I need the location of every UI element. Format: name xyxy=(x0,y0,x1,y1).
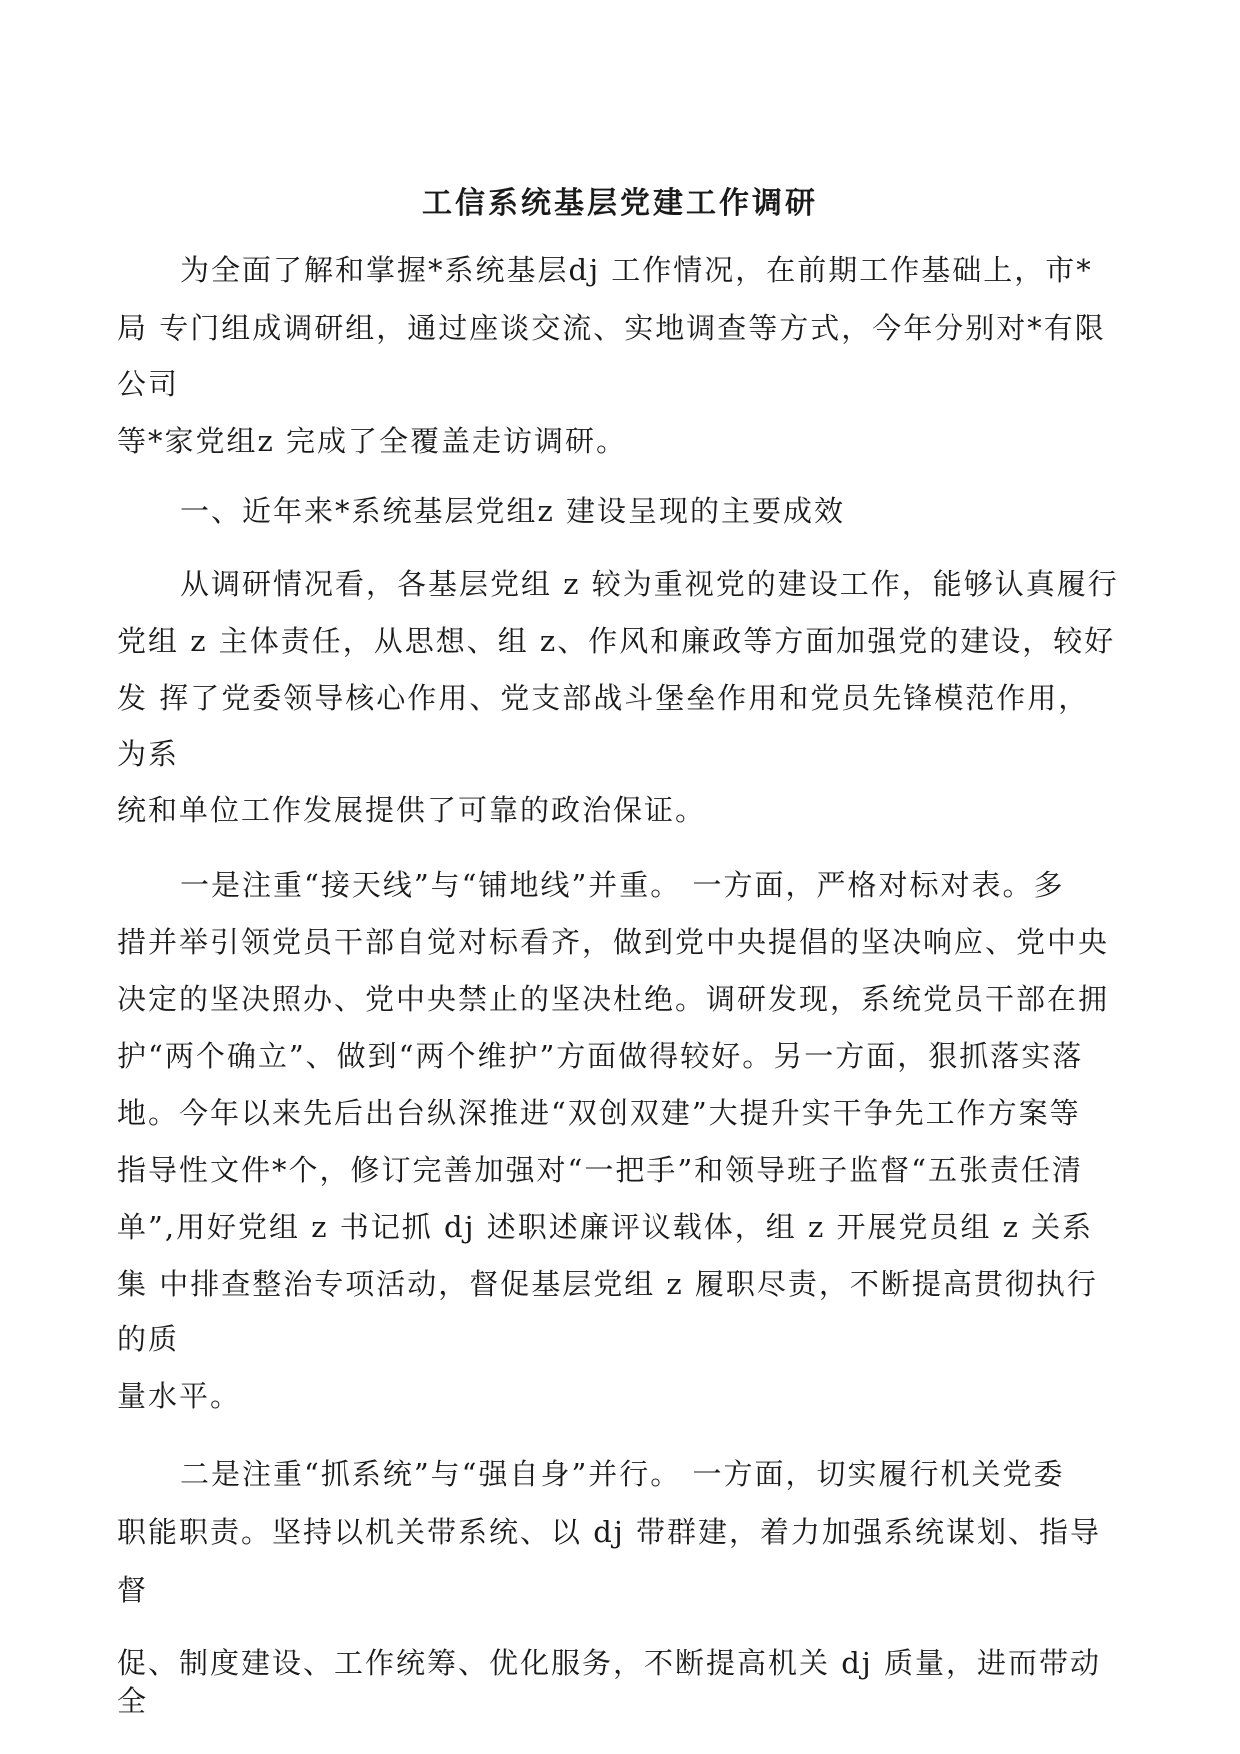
paragraph-line: 全 xyxy=(117,1684,149,1718)
paragraph-line: 措并举引领党员干部自觉对标看齐，做到党中央提倡的坚决响应、党中央 xyxy=(117,925,1110,959)
paragraph-line: 指导性文件*个，修订完善加强对“一把手”和领导班子监督“五张责任清 xyxy=(117,1153,1083,1187)
paragraph-line: 督 xyxy=(117,1573,149,1607)
paragraph-line: 发 挥了党委领导核心作用、党支部战斗堡垒作用和党员先锋模范作用， xyxy=(117,681,1090,715)
paragraph-line: 局 专门组成调研组，通过座谈交流、实地调查等方式，今年分别对*有限 xyxy=(117,311,1106,345)
paragraph-line: 促、制度建设、工作统筹、优化服务，不断提高机关 dj 质量，进而带动 xyxy=(117,1646,1101,1680)
paragraph-line: 为系 xyxy=(117,737,180,771)
paragraph-line: 集 中排查整治专项活动，督促基层党组 z 履职尽责，不断提高贯彻执行 xyxy=(117,1267,1098,1301)
paragraph-line: 等*家党组z 完成了全覆盖走访调研。 xyxy=(117,424,627,458)
section-heading: 一、近年来*系统基层党组z 建设呈现的主要成效 xyxy=(180,494,845,528)
paragraph-line: 量水平。 xyxy=(117,1379,242,1413)
paragraph-line: 一是注重“接天线”与“铺地线”并重。 一方面，严格对标对表。多 xyxy=(180,868,1065,902)
paragraph-line: 的质 xyxy=(117,1322,180,1356)
paragraph-line: 从调研情况看，各基层党组 z 较为重视党的建设工作，能够认真履行 xyxy=(180,567,1119,601)
paragraph-line: 为全面了解和掌握*系统基层dj 工作情况，在前期工作基础上，市* xyxy=(180,253,1093,287)
paragraph-line: 单”,用好党组 z 书记抓 dj 述职述廉评议载体，组 z 开展党员组 z 关系 xyxy=(117,1210,1094,1244)
paragraph-line: 党组 z 主体责任，从思想、组 z、作风和廉政等方面加强党的建设，较好 xyxy=(117,624,1116,658)
paragraph-line: 护“两个确立”、做到“两个维护”方面做得较好。另一方面，狠抓落实落 xyxy=(117,1039,1084,1073)
document-title: 工信系统基层党建工作调研 xyxy=(422,186,818,221)
paragraph-line: 公司 xyxy=(117,367,180,401)
paragraph-line: 二是注重“抓系统”与“强自身”并行。 一方面，切实履行机关党委 xyxy=(180,1457,1065,1491)
paragraph-line: 统和单位工作发展提供了可靠的政治保证。 xyxy=(117,793,707,827)
paragraph-line: 职能职责。坚持以机关带系统、以 dj 带群建，着力加强系统谋划、指导 xyxy=(117,1515,1101,1549)
paragraph-line: 地。今年以来先后出台纵深推进“双创双建”大提升实干争先工作方案等 xyxy=(117,1096,1081,1130)
paragraph-line: 决定的坚决照办、党中央禁止的坚决杜绝。调研发现，系统党员干部在拥 xyxy=(117,982,1110,1016)
